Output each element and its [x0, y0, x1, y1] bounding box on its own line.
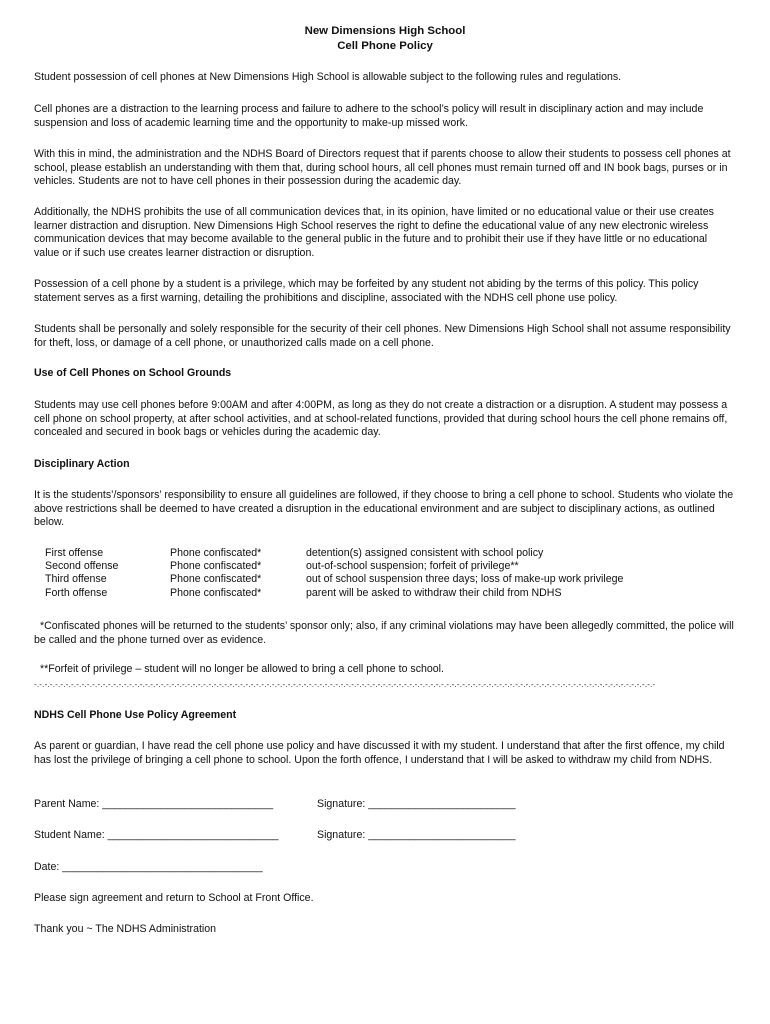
offense-phone: Phone confiscated*: [170, 560, 262, 572]
offense-label: First offense: [45, 547, 104, 559]
offense-label: Third offense: [45, 573, 107, 585]
cut-line-separator: -.-.-.-.-.-.-.-.-.-.-.-.-.-.-.-.-.-.-.-.-.-.-.-.-.-.-.-.-.-.-.-.-.-.-.-.-.-.-.-.-.-.-.-.-.-.-.-.-.-.-.-.-.-.-.-.-.-.-.-.-.-.-.-.-.-.-.-.-.-.-.-.-.-.-.-.-.-.-.-.-.-.-.-.-.-.-.-.-.-.-.-.-.-.-.-.-.-.-.-.-.-.-.-.-.-.-.-.-.-.-.-.-.-.-.-.-.-: [34, 680, 656, 689]
date-field[interactable]: Date: __________________________________: [34, 861, 263, 873]
closing-text: Thank you ~ The NDHS Administration: [34, 923, 217, 935]
return-instruction: Please sign agreement and return to School at Front Office.: [34, 892, 314, 904]
offense-phone: Phone confiscated*: [170, 587, 262, 599]
agreement-heading: NDHS Cell Phone Use Policy Agreement: [34, 709, 237, 721]
parents-request-paragraph: With this in mind, the administration and the NDHS Board of Directors request that if parents choose to allow their students to possess cell phones at school, please establish an understanding with them that, during school hours, all cell phones must remain turned off and IN book bags, purses or in vehicles. Students are not to have cell phones in their possession during the academic day.: [34, 148, 731, 188]
policy-title: Cell Phone Policy: [337, 40, 433, 52]
privilege-paragraph: Possession of a cell phone by a student is a privilege, which may be forfeited by any student not abiding by the terms of this policy. This policy statement serves as a first warning, detailing the prohibitions and discipline, associated with the NDHS cell phone use policy.: [34, 278, 699, 304]
student-signature-field[interactable]: Signature: _________________________: [317, 829, 516, 841]
offense-action: out-of-school suspension; forfeit of privilege**: [306, 560, 519, 572]
offense-action: parent will be asked to withdraw their child from NDHS: [306, 587, 562, 599]
parent-signature-field[interactable]: Signature: _________________________: [317, 798, 516, 810]
confiscation-note: *Confiscated phones will be returned to the students’ sponsor only; also, if any criminal violations may have been allegedly committed, the police will be called and the phone turned over as evidence.: [34, 620, 734, 646]
responsibility-paragraph: Students shall be personally and solely responsible for the security of their cell phones. New Dimensions High School shall not assume responsibility for theft, loss, or damage of a cell phone, or unauthorized calls made on a cell phone.: [34, 323, 731, 349]
distraction-paragraph: Cell phones are a distraction to the learning process and failure to adhere to the school’s policy will result in disciplinary action and may include suspension and loss of academic learning time and the opportunity to make-up missed work.: [34, 103, 704, 129]
school-name: New Dimensions High School: [304, 25, 466, 37]
student-name-field[interactable]: Student Name: _____________________________: [34, 829, 279, 841]
offense-action: out of school suspension three days; loss of make-up work privilege: [306, 573, 624, 585]
offense-phone: Phone confiscated*: [170, 547, 262, 559]
agreement-paragraph: As parent or guardian, I have read the cell phone use policy and have discussed it with my student. I understand that after the first offence, my child has lost the privilege of bringing a cell phone to school. Upon the forth offence, I understand that I will be asked to withdraw my child from NDHS.: [34, 740, 725, 766]
offense-phone: Phone confiscated*: [170, 573, 262, 585]
discipline-heading: Disciplinary Action: [34, 458, 130, 470]
offense-label: Second offense: [45, 560, 119, 572]
grounds-heading: Use of Cell Phones on School Grounds: [34, 367, 232, 379]
communication-devices-paragraph: Additionally, the NDHS prohibits the use of all communication devices that, in its opinion, have limited or no educational value or their use creates learner distraction and disruption. New Dimensions High School reserves the right to define the educational value of any new electronic wireless communication devices that may become available to the general public in the future and to prohibit their use if they have little or no educational value or if such use creates learner distraction or disruption.: [34, 206, 714, 259]
offense-label: Forth offense: [45, 587, 108, 599]
parent-name-field[interactable]: Parent Name: _____________________________: [34, 798, 274, 810]
forfeit-note: **Forfeit of privilege – student will no longer be allowed to bring a cell phone to school.: [40, 663, 444, 675]
intro-paragraph: Student possession of cell phones at New Dimensions High School is allowable subject to the following rules and regulations.: [34, 71, 622, 83]
discipline-paragraph: It is the students’/sponsors’ responsibility to ensure all guidelines are followed, if they choose to bring a cell phone to school. Students who violate the above restrictions shall be deemed to have created a disruption in the educational environment and are subject to disciplinary actions, as outlined below.: [34, 489, 734, 529]
offense-action: detention(s) assigned consistent with school policy: [306, 547, 544, 559]
grounds-paragraph: Students may use cell phones before 9:00AM and after 4:00PM, as long as they do not create a distraction or a disruption. A student may possess a cell phone on school property, at after school activities, and at school-related functions, provided that during school hours the cell phone remains off, concealed and secured in book bags or vehicles during the academic day.: [34, 399, 728, 439]
